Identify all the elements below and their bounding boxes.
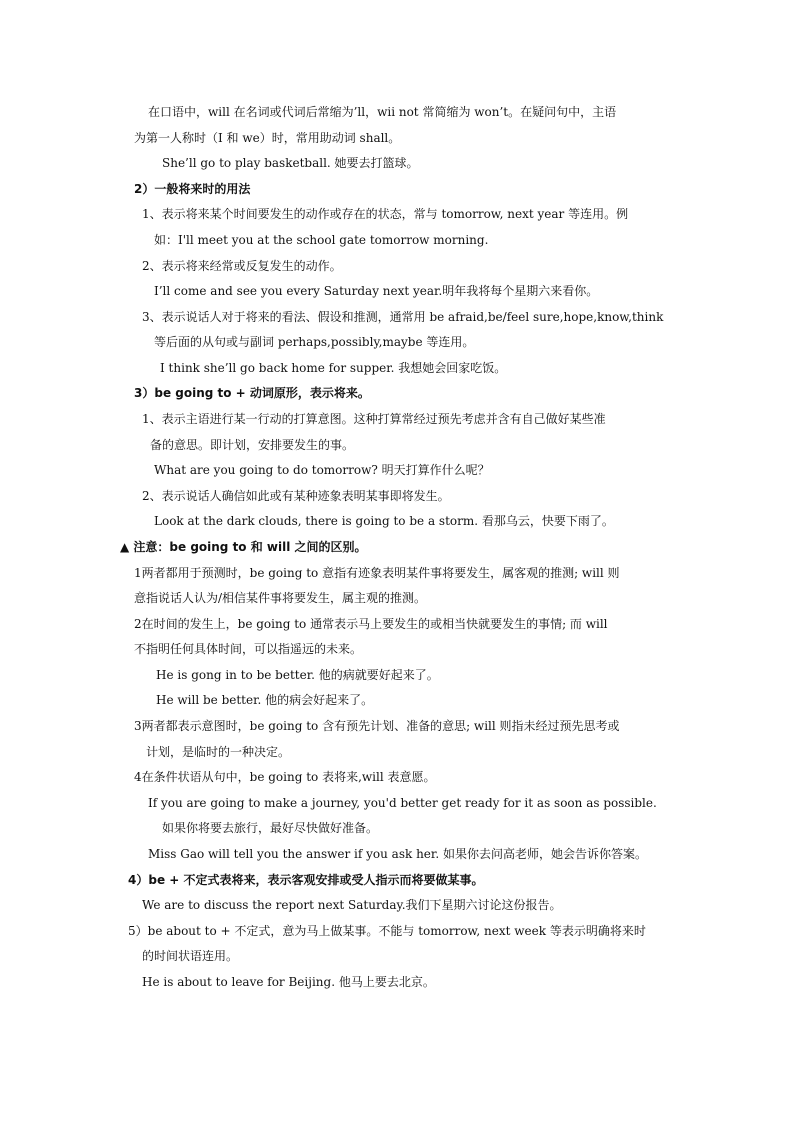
example-sentence: If you are going to make a journey, you'd better get ready for it as soon as possible. xyxy=(148,796,657,810)
text-line: 1两者都用于预测时，be going to 意指有迹象表明某件事将要发生，属客观的推测; will 则 xyxy=(134,566,620,580)
example-sentence: We are to discuss the report next Saturday.我们下星期六讨论这份报告。 xyxy=(142,898,562,912)
example-sentence: I’ll come and see you every Saturday next year.明年我将每个星期六来看你。 xyxy=(154,284,599,298)
text-line: 意指说话人认为/相信某件事将要发生，属主观的推测。 xyxy=(134,591,427,605)
section-heading: 5）be about to + 不定式，意为马上做某事。不能与 tomorrow, next week 等表示明确将来时 xyxy=(128,924,646,938)
example-sentence: She’ll go to play basketball. 她要去打篮球。 xyxy=(162,156,419,170)
example-sentence: He is about to leave for Beijing. 他马上要去北京。 xyxy=(142,975,435,989)
example-sentence: What are you going to do tomorrow? 明天打算作什么呢？ xyxy=(154,463,490,477)
text-line: 1、表示主语进行某一行动的打算意图。这种打算常经过预先考虑并含有自己做好某些准 xyxy=(142,412,606,426)
text-line: 的时间状语连用。 xyxy=(142,949,239,963)
example-sentence: He is gong in to be better. 他的病就要好起来了。 xyxy=(156,668,439,682)
text-line: 如：I'll meet you at the school gate tomorrow morning. xyxy=(154,233,489,247)
text-line: 2在时间的发生上，be going to 通常表示马上要发生的或相当快就要发生的事情; 而 will xyxy=(134,617,608,631)
text-line: 计划，是临时的一种决定。 xyxy=(146,745,291,759)
text-line: 在口语中，will 在名词或代词后常缩为’ll，wii not 常简缩为 won’t。在疑问句中，主语 xyxy=(148,105,617,119)
example-translation: 如果你将要去旅行，最好尽快做好准备。 xyxy=(162,821,379,835)
note-heading: ▲ 注意：be going to 和 will 之间的区别。 xyxy=(120,540,367,554)
section-heading: 2）一般将来时的用法 xyxy=(134,182,251,196)
text-line: 为第一人称时（I 和 we）时，常用助动词 shall。 xyxy=(134,131,401,145)
text-line: 3、表示说话人对于将来的看法、假设和推测，通常用 be afraid,be/feel sure,hope,know,think xyxy=(142,310,664,324)
text-line: 2、表示说话人确信如此或有某种迹象表明某事即将发生。 xyxy=(142,489,450,503)
text-line: 1、表示将来某个时间要发生的动作或存在的状态，常与 tomorrow, next year 等连用。例 xyxy=(142,207,629,221)
text-line: 3两者都表示意图时，be going to 含有预先计划、准备的意思; will 则指未经过预先思考或 xyxy=(134,719,620,733)
example-sentence: I think she’ll go back home for supper. 我想她会回家吃饭。 xyxy=(160,361,507,375)
text-line: 2、表示将来经常或反复发生的动作。 xyxy=(142,259,342,273)
example-sentence: Look at the dark clouds, there is going to be a storm. 看那乌云，快要下雨了。 xyxy=(154,514,614,528)
text-line: 等后面的从句或与副词 perhaps,possibly,maybe 等连用。 xyxy=(154,335,475,349)
text-line: 备的意思。即计划，安排要发生的事。 xyxy=(150,438,355,452)
example-sentence: Miss Gao will tell you the answer if you ask her. 如果你去问高老师，她会告诉你答案。 xyxy=(148,847,647,861)
text-line: 4在条件状语从句中，be going to 表将来,will 表意愿。 xyxy=(134,770,436,784)
section-heading: 4）be + 不定式表将来，表示客观安排或受人指示而将要做某事。 xyxy=(128,873,484,887)
section-heading: 3）be going to + 动词原形，表示将来。 xyxy=(134,386,370,400)
example-sentence: He will be better. 他的病会好起来了。 xyxy=(156,693,374,707)
text-line: 不指明任何具体时间，可以指遥远的未来。 xyxy=(134,642,363,656)
